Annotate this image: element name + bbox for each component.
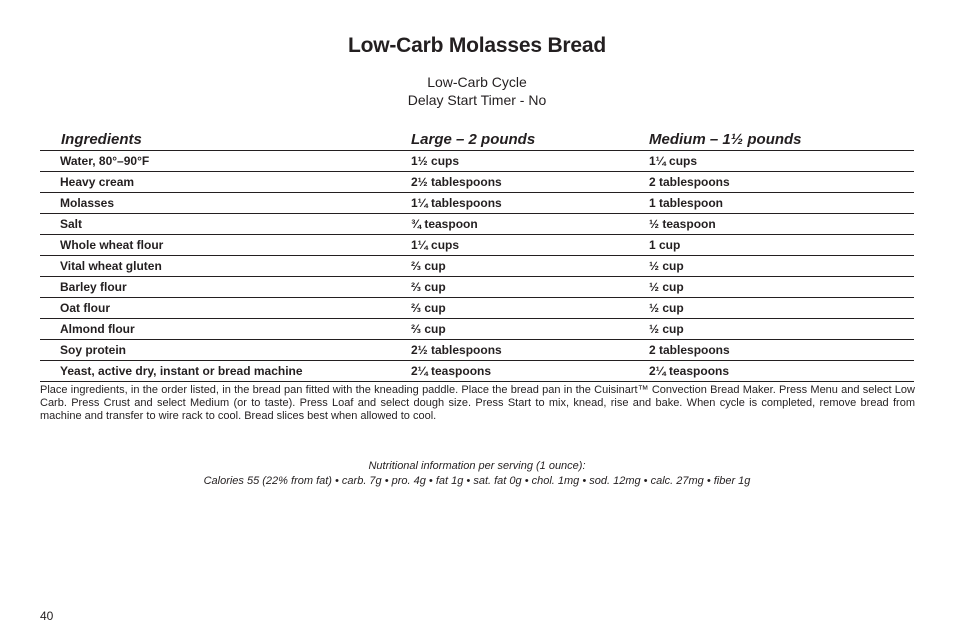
ingredient-name: Oat flour [60,301,110,315]
ingredient-name: Heavy cream [60,175,135,189]
medium-amount: 2¼ teaspoons [649,364,730,378]
header-medium: Medium – 1½ pounds [649,130,802,148]
ingredient-name: Whole wheat flour [60,238,164,252]
medium-amount: ½ teaspoon [649,217,716,231]
table-row [40,319,914,340]
ingredient-name: Yeast, active dry, instant or bread machine [60,364,303,378]
large-amount: 2½ tablespoons [411,175,502,189]
table-header [40,128,914,151]
table-row [40,340,914,361]
medium-amount: ½ cup [649,301,684,315]
medium-amount: 2 tablespoons [649,175,730,189]
large-amount: ⅔ cup [411,322,446,336]
table-row [40,193,914,214]
ingredient-name: Vital wheat gluten [60,259,162,273]
ingredient-name: Almond flour [60,322,135,336]
large-amount: 1½ cups [411,154,460,168]
nutrition-heading: Nutritional information per serving (1 ounce): [368,460,586,472]
medium-amount: ½ cup [649,280,684,294]
large-amount: 1¼ tablespoons [411,196,502,210]
medium-amount: 1 tablespoon [649,196,724,210]
cycle-subtitle: Low-Carb Cycle [427,74,527,90]
ingredient-name: Water, 80°–90°F [60,154,150,168]
table-row [40,214,914,235]
medium-amount: ½ cup [649,259,684,273]
medium-amount: 1¼ cups [649,154,698,168]
header-ingredients: Ingredients [61,130,142,148]
recipe-title: Low-Carb Molasses Bread [348,34,606,57]
large-amount: 2½ tablespoons [411,343,502,357]
large-amount: ¾ teaspoon [411,217,478,231]
page-number: 40 [40,609,54,623]
large-amount: 2¼ teaspoons [411,364,492,378]
nutrition-details: Calories 55 (22% from fat) • carb. 7g • pro. 4g • fat 1g • sat. fat 0g • chol. 1mg • sod. 12mg • calc. 27mg • fiber 1g [203,475,751,487]
table-row [40,172,914,193]
table-row [40,298,914,319]
large-amount: ⅔ cup [411,301,446,315]
large-amount: ⅔ cup [411,280,446,294]
ingredient-name: Molasses [60,196,115,210]
ingredient-name: Barley flour [60,280,127,294]
table-row [40,151,914,172]
ingredient-name: Soy protein [60,343,127,357]
header-large: Large – 2 pounds [411,130,536,148]
medium-amount: ½ cup [649,322,684,336]
ingredient-name: Salt [60,217,83,231]
table-row [40,277,914,298]
large-amount: 1¼ cups [411,238,460,252]
table-row [40,235,914,256]
table-row [40,256,914,277]
recipe-instructions: Place ingredients, in the order listed, in the bread pan fitted with the kneading paddle. Place the bread pan in the Cuisinart™ Convection Bread Maker. Press Menu and select Low Carb. Press Crust and select Medium (or to taste). Press Loaf and select dough size. Press Start to mix, knead, rise and bake. When cycle is completed, remove bread from machine and transfer to wire rack to cool. Bread slices best when allowed to cool. [40,384,915,422]
table-row [40,361,914,382]
timer-subtitle: Delay Start Timer - No [407,92,547,108]
medium-amount: 2 tablespoons [649,343,730,357]
large-amount: ⅔ cup [411,259,446,273]
medium-amount: 1 cup [649,238,681,252]
ingredients-table [40,128,914,382]
